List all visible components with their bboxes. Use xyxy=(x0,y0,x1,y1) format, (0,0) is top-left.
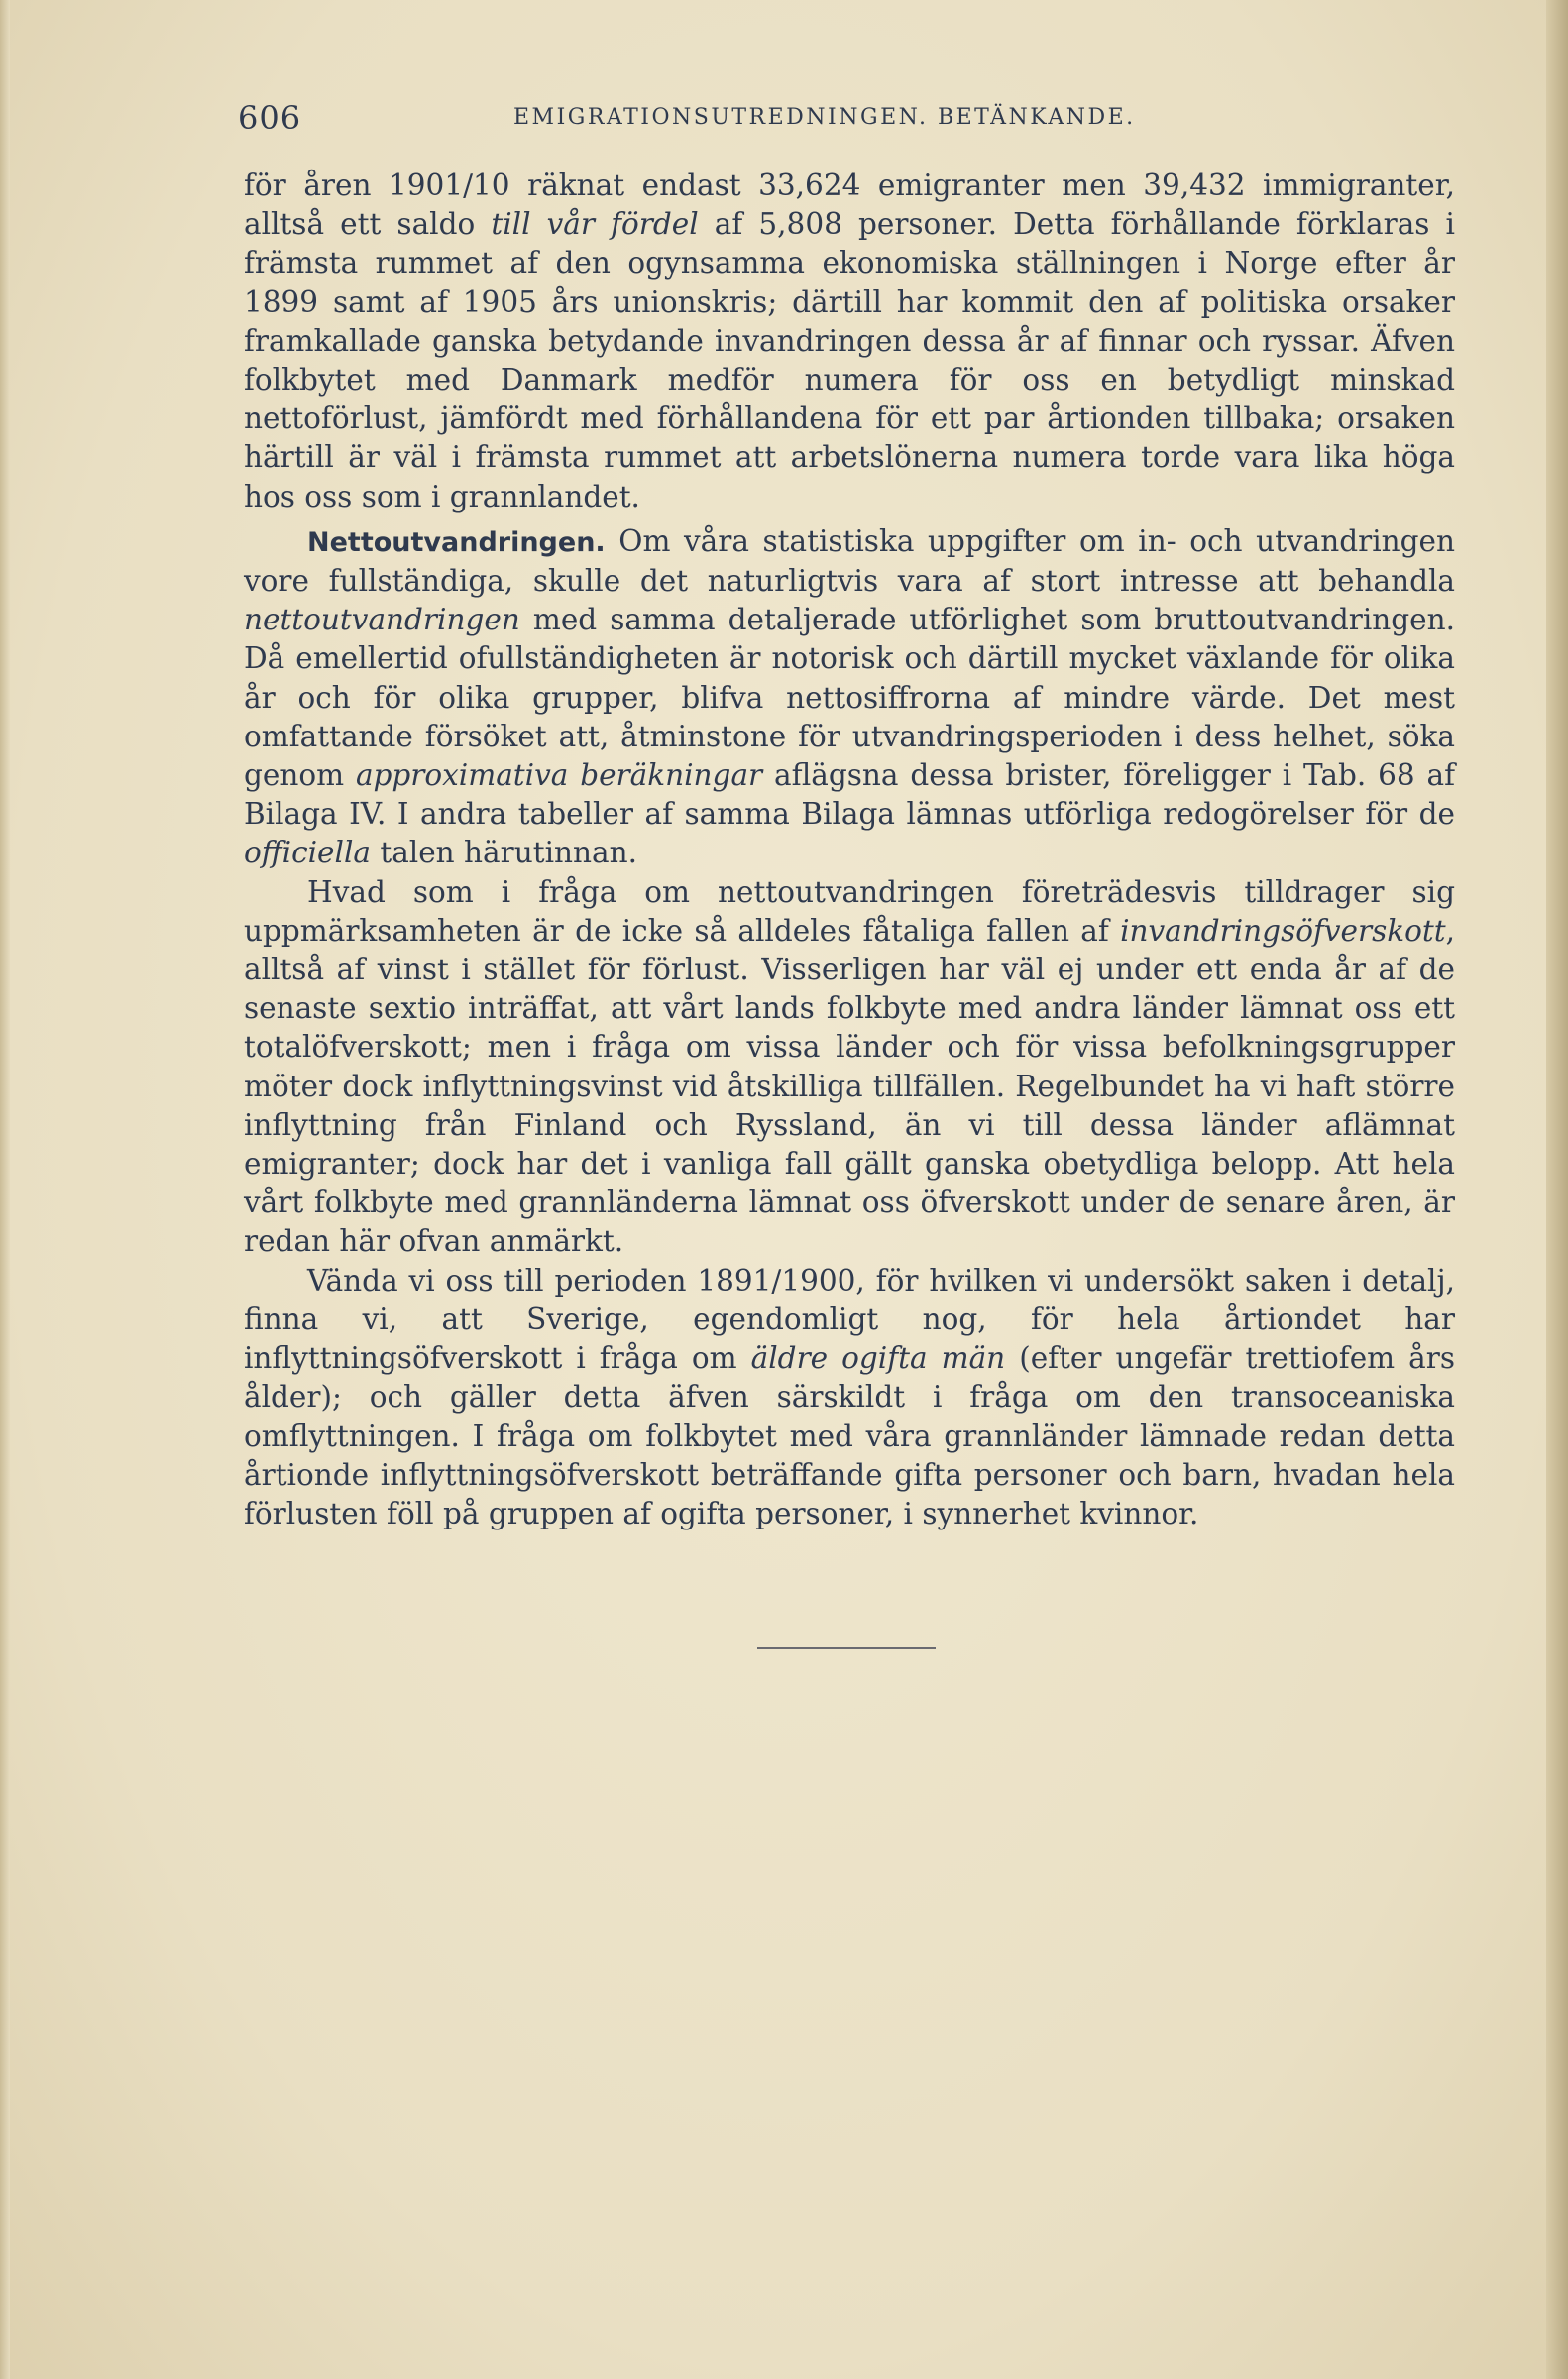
paragraph-1-text-c: af 5,808 personer. Detta förhållande förklaras i främsta rummet af den ogynsamma ekonomiska ställningen i Norge efter år 1899 samt af 1905 års unionskris; därtill har kommit den af politiska orsaker framkallade ganska betydande invandringen dessa år af finnar och ryssar. Äfven folkbytet med Danmark medför numera för oss en betydligt minskad nettoförlust, jämfördt med förhållandena för ett par årtionden tillbaka; orsaken härtill är väl i främsta rummet att arbetslönerna numera torde vara lika höga hos oss som i grannlandet. xyxy=(244,207,1455,513)
paragraph-3-italic-b: invandringsöfverskott xyxy=(1120,913,1446,948)
section-heading: Nettoutvandringen. xyxy=(307,526,606,558)
page-header xyxy=(238,99,1457,149)
paragraph-4-text-c: (efter ungefär trettiofem års ålder); och gäller detta äfven särskildt i fråga om den transoceaniska omflyttningen. I fråga om folkbytet med våra grannländer lämnade redan detta årtionde inflyttningsöfverskott beträffande gifta personer och barn, hvadan hela förlusten föll på gruppen af ogifta personer, i synnerhet kvinnor. xyxy=(244,1341,1455,1530)
page-right-edge xyxy=(1546,0,1568,2379)
paragraph-4-italic-b: äldre ogifta män xyxy=(750,1341,1006,1376)
running-head: EMIGRATIONSUTREDNINGEN. BETÄNKANDE. xyxy=(513,105,1136,130)
paragraph-2 xyxy=(244,522,1455,873)
paragraph-3-text-c: , alltså af vinst i stället för förlust. Visserligen har väl ej under ett enda år af de senaste sextio inträffat, att vårt lands folkbyte med andra länder lämnat oss ett totalöfverskott; men i fråga om vissa länder och för vissa befolkningsgrupper möter dock inflyttningsvinst vid åtskilliga tillfällen. Regelbundet ha vi haft större inflyttning från Finland och Ryssland, än vi till dessa länder aflämnat emigranter; dock har det i vanliga fall gällt ganska obetydliga belopp. Att hela vårt folkbyte med grannländerna lämnat oss öfverskott under de senare åren, är redan här ofvan anmärkt. xyxy=(244,913,1455,1259)
paragraph-4 xyxy=(244,1262,1455,1533)
page-number: 606 xyxy=(238,99,302,137)
paragraph-2-italic-b: nettoutvandringen xyxy=(244,603,520,637)
body-text xyxy=(244,167,1455,1533)
paragraph-1-text-a: för åren 1901/10 räknat endast 33,624 emigranter men 39,432 immigranter, alltså ett saldo xyxy=(244,169,1455,242)
paragraph-2-text-c: med samma detaljerade utförlighet som bruttoutvandringen. Då emellertid ofullständigheten är notorisk och därtill mycket växlande för olika år och för olika grupper, blifva nettosiffrorna af mindre värde. Det mest omfattande försöket att, åtminstone för utvandringsperioden i dess helhet, söka genom xyxy=(244,603,1455,793)
paragraph-2-text-g: talen härutinnan. xyxy=(370,836,637,870)
page-left-edge xyxy=(0,0,10,2379)
paragraph-3-text-a: Hvad som i fråga om nettoutvandringen företrädesvis tilldrager sig uppmärksamheten är de icke så alldeles fåtaliga fallen af xyxy=(244,874,1455,948)
section-divider xyxy=(757,1647,936,1649)
paragraph-1 xyxy=(244,167,1455,516)
paragraph-2-italic-f: officiella xyxy=(244,836,371,870)
paragraph-3 xyxy=(244,873,1455,1262)
paragraph-2-italic-d: approximativa beräkningar xyxy=(355,758,763,793)
paragraph-2-text-a: Om våra statistiska uppgifter om in- och utvandringen vore fullständiga, skulle det naturligtvis vara af stort intresse att behandla xyxy=(244,523,1455,599)
paragraph-4-text-a: Vända vi oss till perioden 1891/1900, för hvilken vi undersökt saken i detalj, finna vi, att Sverige, egendomligt nog, för hela årtiondet har inflyttningsöfverskott i fråga om xyxy=(244,1263,1455,1376)
paragraph-1-italic-b: till vår fördel xyxy=(491,207,699,242)
paragraph-2-text-e: aflägsna dessa brister, föreligger i Tab. 68 af Bilaga IV. I andra tabeller af samma Bilaga lämnas utförliga redogörelser för de xyxy=(244,758,1456,832)
